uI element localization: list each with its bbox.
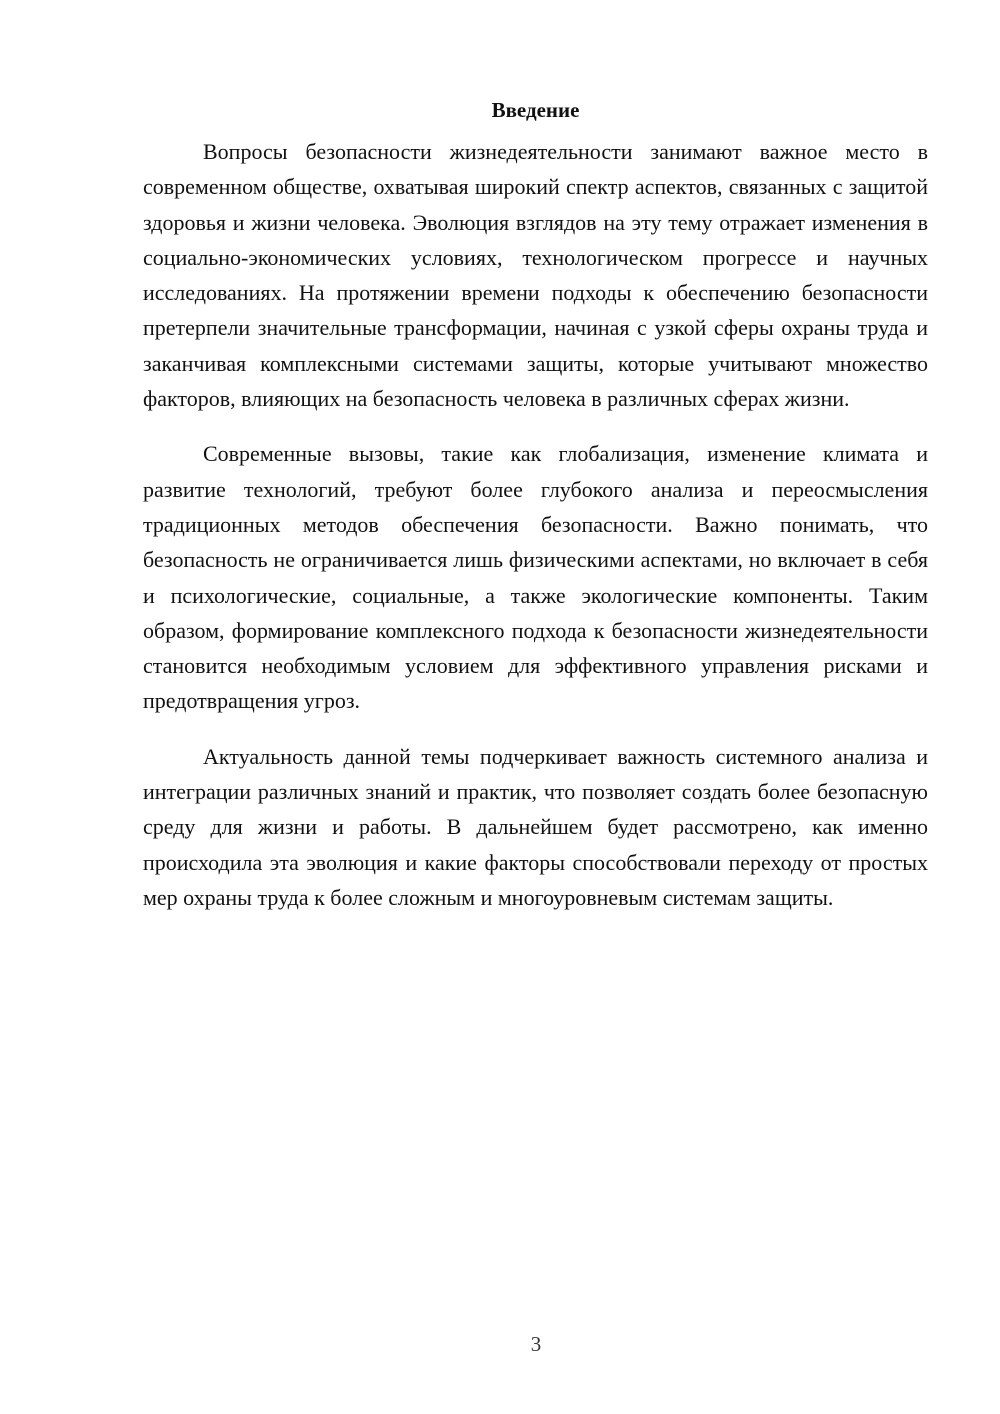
page-content xyxy=(143,92,928,935)
paragraph-1: Вопросы безопасности жизнедеятельности занимают важное место в современном обществе, охватывая широкий спектр аспектов, связанных с защитой здоровья и жизни человека. Эволюция взглядов на эту тему отражает изменения в социально-экономических условиях, технологическом прогрессе и научных исследованиях. На протяжении времени подходы к обеспечению безопасности претерпели значительные трансформации, начиная с узкой сферы охраны труда и заканчивая комплексными системами защиты, которые учитывают множество факторов, влияющих на безопасность человека в различных сферах жизни. xyxy=(143,139,928,412)
paragraph-3: Актуальность данной темы подчеркивает важность системного анализа и интеграции различных знаний и практик, что позволяет создать более безопасную среду для жизни и работы. В дальнейшем будет рассмотрено, как именно происходила эта эволюция и какие факторы способствовали переходу от простых мер охраны труда к более сложным и многоуровневым системам защиты. xyxy=(143,743,928,910)
page-number: 3 xyxy=(530,1332,542,1356)
section-heading: Введение xyxy=(491,98,580,122)
paragraph-2: Современные вызовы, такие как глобализация, изменение климата и развитие технологий, требуют более глубокого анализа и переосмысления традиционных методов обеспечения безопасности. Важно понимать, что безопасность не ограничивается лишь физическими аспектами, но включает в себя и психологические, социальные, а также экологические компоненты. Таким образом, формирование комплексного подхода к безопасности жизнедеятельности становится необходимым условием для эффективного управления рисками и предотвращения угроз. xyxy=(143,441,928,714)
